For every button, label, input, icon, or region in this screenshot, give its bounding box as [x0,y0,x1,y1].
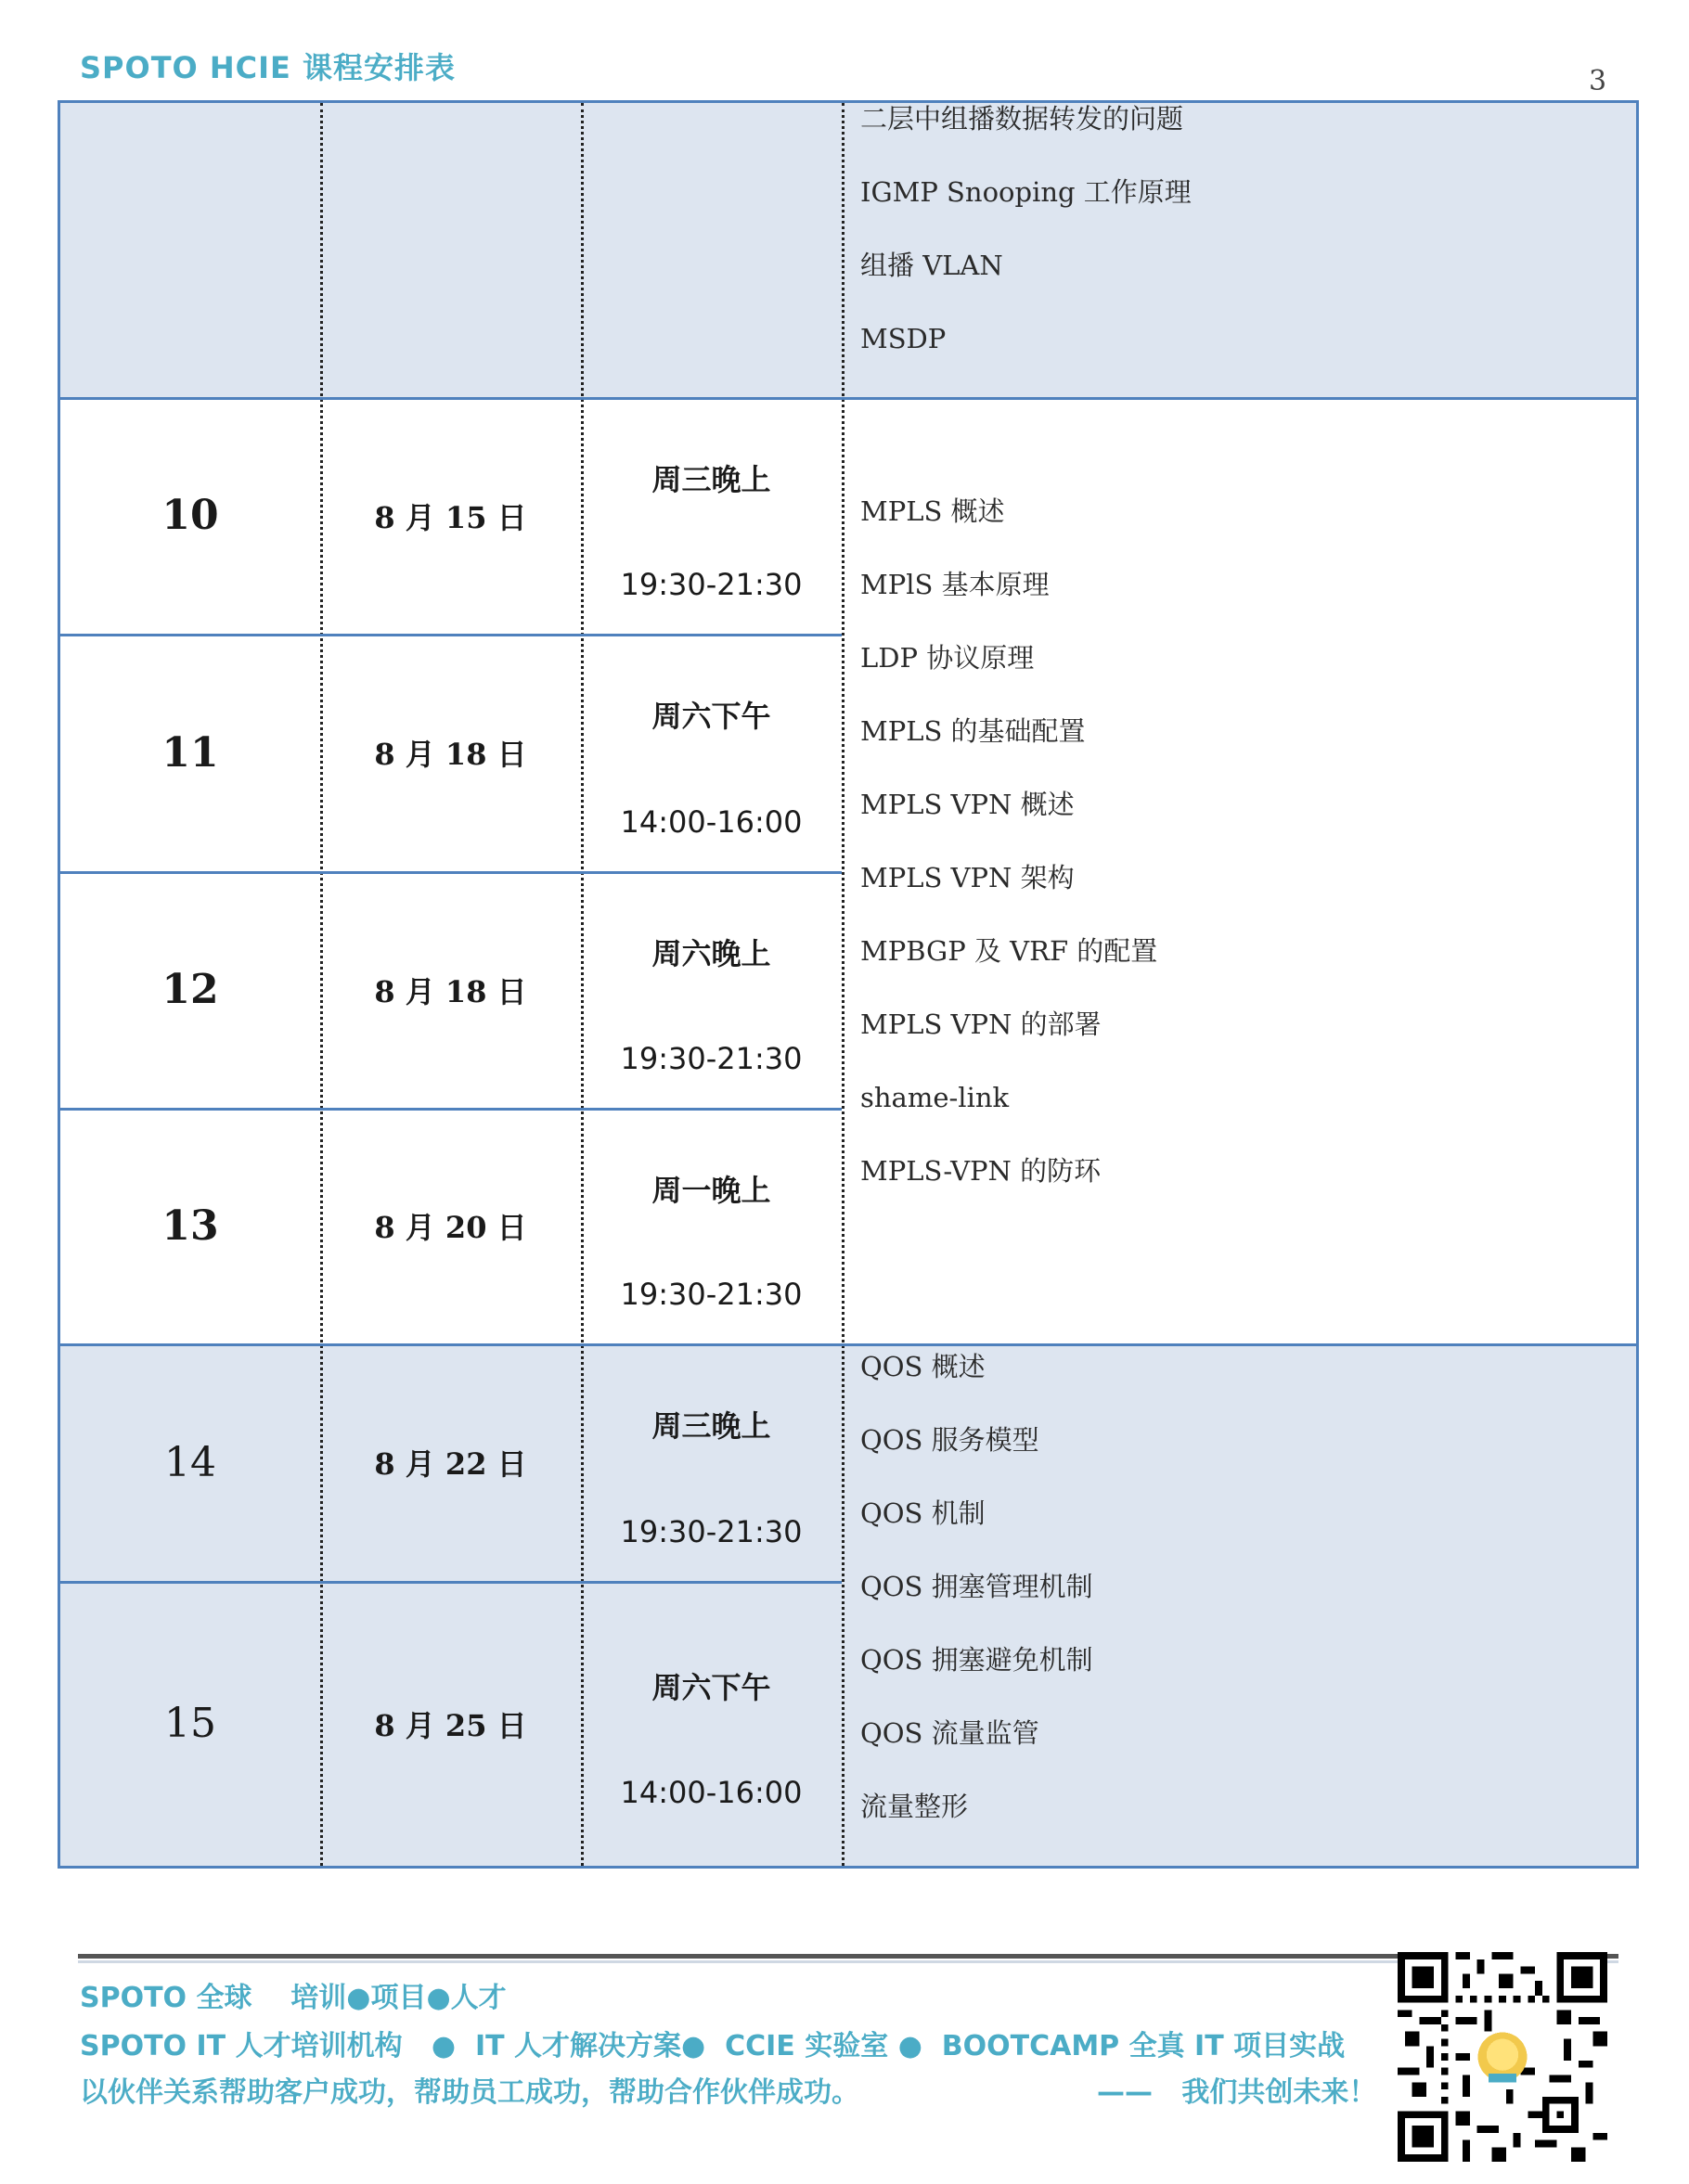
topic-item: MPLS 的基础配置 [860,715,1086,747]
session-time-cell [581,1343,842,1581]
qr-code [1398,1952,1607,2162]
qos-topic-list [860,1351,1093,1864]
topic-item: 流量整形 [860,1791,969,1822]
topic-item: QOS 服务模型 [860,1424,1039,1456]
footer-divider [78,1954,1618,1959]
topic-item: MPLS VPN 的部署 [860,1008,1102,1040]
session-day: 周六下午 [651,699,771,734]
session-time: 19:30-21:30 [620,1041,803,1076]
column-divider [842,103,844,1866]
topic-item: LDP 协议原理 [860,642,1035,674]
footer-signature: —— 我们共创未来！ [1097,2076,1377,2109]
topic-item: QOS 概述 [860,1351,986,1382]
session-time: 14:00-16:00 [620,804,803,840]
session-day: 周三晚上 [651,462,771,497]
session-date: 8 月 25 日 [374,1707,527,1743]
topic-item: MPLS 概述 [860,495,1005,527]
session-day: 周一晚上 [651,1173,771,1208]
session-number: 14 [164,1438,216,1486]
session-date: 8 月 22 日 [374,1446,527,1482]
footer-services: SPOTO IT 人才培训机构 ● IT 人才解决方案● CCIE 实验室 ● BOOTCAMP 全真 IT 项目实战 [80,2030,1346,2062]
topic-item: QOS 流量监管 [860,1717,1039,1749]
topic-item: QOS 拥塞避免机制 [860,1644,1093,1676]
topic-item: 二层中组播数据转发的问题 [860,103,1184,135]
session-time: 19:30-21:30 [620,1277,803,1312]
footer-mission: 以伙伴关系帮助客户成功，帮助员工成功，帮助合作伙伴成功。 [80,2076,859,2109]
band-continuation [60,103,1636,397]
schedule-table [58,100,1639,1869]
session-time-cell [581,1108,842,1343]
session-date: 8 月 18 日 [374,973,527,1009]
topic-item: MPlS 基本原理 [860,569,1050,600]
session-time-cell [581,871,842,1108]
session-number: 13 [161,1201,219,1250]
session-time-cell [581,634,842,871]
page-number: 3 [1589,65,1607,97]
session-date: 8 月 18 日 [374,737,527,772]
session-date: 8 月 20 日 [374,1210,527,1245]
session-time-cell [581,397,842,634]
session-day: 周六晚上 [651,936,771,971]
footer-divider-shadow [78,1960,1618,1963]
topic-item: MSDP [860,323,947,354]
session-time: 19:30-21:30 [620,1514,803,1549]
mpls-topic-list [860,495,1157,1228]
session-day: 周六下午 [651,1670,771,1705]
page-title: SPOTO HCIE 课程安排表 [80,50,457,85]
session-time-cell [581,1581,842,1866]
session-day: 周三晚上 [651,1408,771,1444]
topic-item: MPLS-VPN 的防环 [860,1155,1102,1187]
topic-item: MPBGP 及 VRF 的配置 [860,935,1158,967]
topic-item: IGMP Snooping 工作原理 [860,176,1192,208]
topic-item: QOS 机制 [860,1497,986,1529]
continuation-topic-list [860,103,1192,396]
session-number: 12 [161,966,219,1013]
session-number: 11 [161,728,219,777]
session-number: 10 [161,492,219,539]
session-time: 19:30-21:30 [620,567,803,602]
session-number: 15 [164,1700,216,1747]
topic-item: MPLS VPN 概述 [860,789,1075,820]
footer-slogan: SPOTO 全球 培训●项目●人才 [80,1982,507,2014]
topic-item: shame-link [860,1082,1010,1113]
topic-item: 组播 VLAN [860,250,1003,281]
topic-item: MPLS VPN 架构 [860,862,1075,893]
session-date: 8 月 15 日 [374,499,527,535]
session-time: 14:00-16:00 [620,1775,803,1810]
topic-item: QOS 拥塞管理机制 [860,1571,1093,1602]
